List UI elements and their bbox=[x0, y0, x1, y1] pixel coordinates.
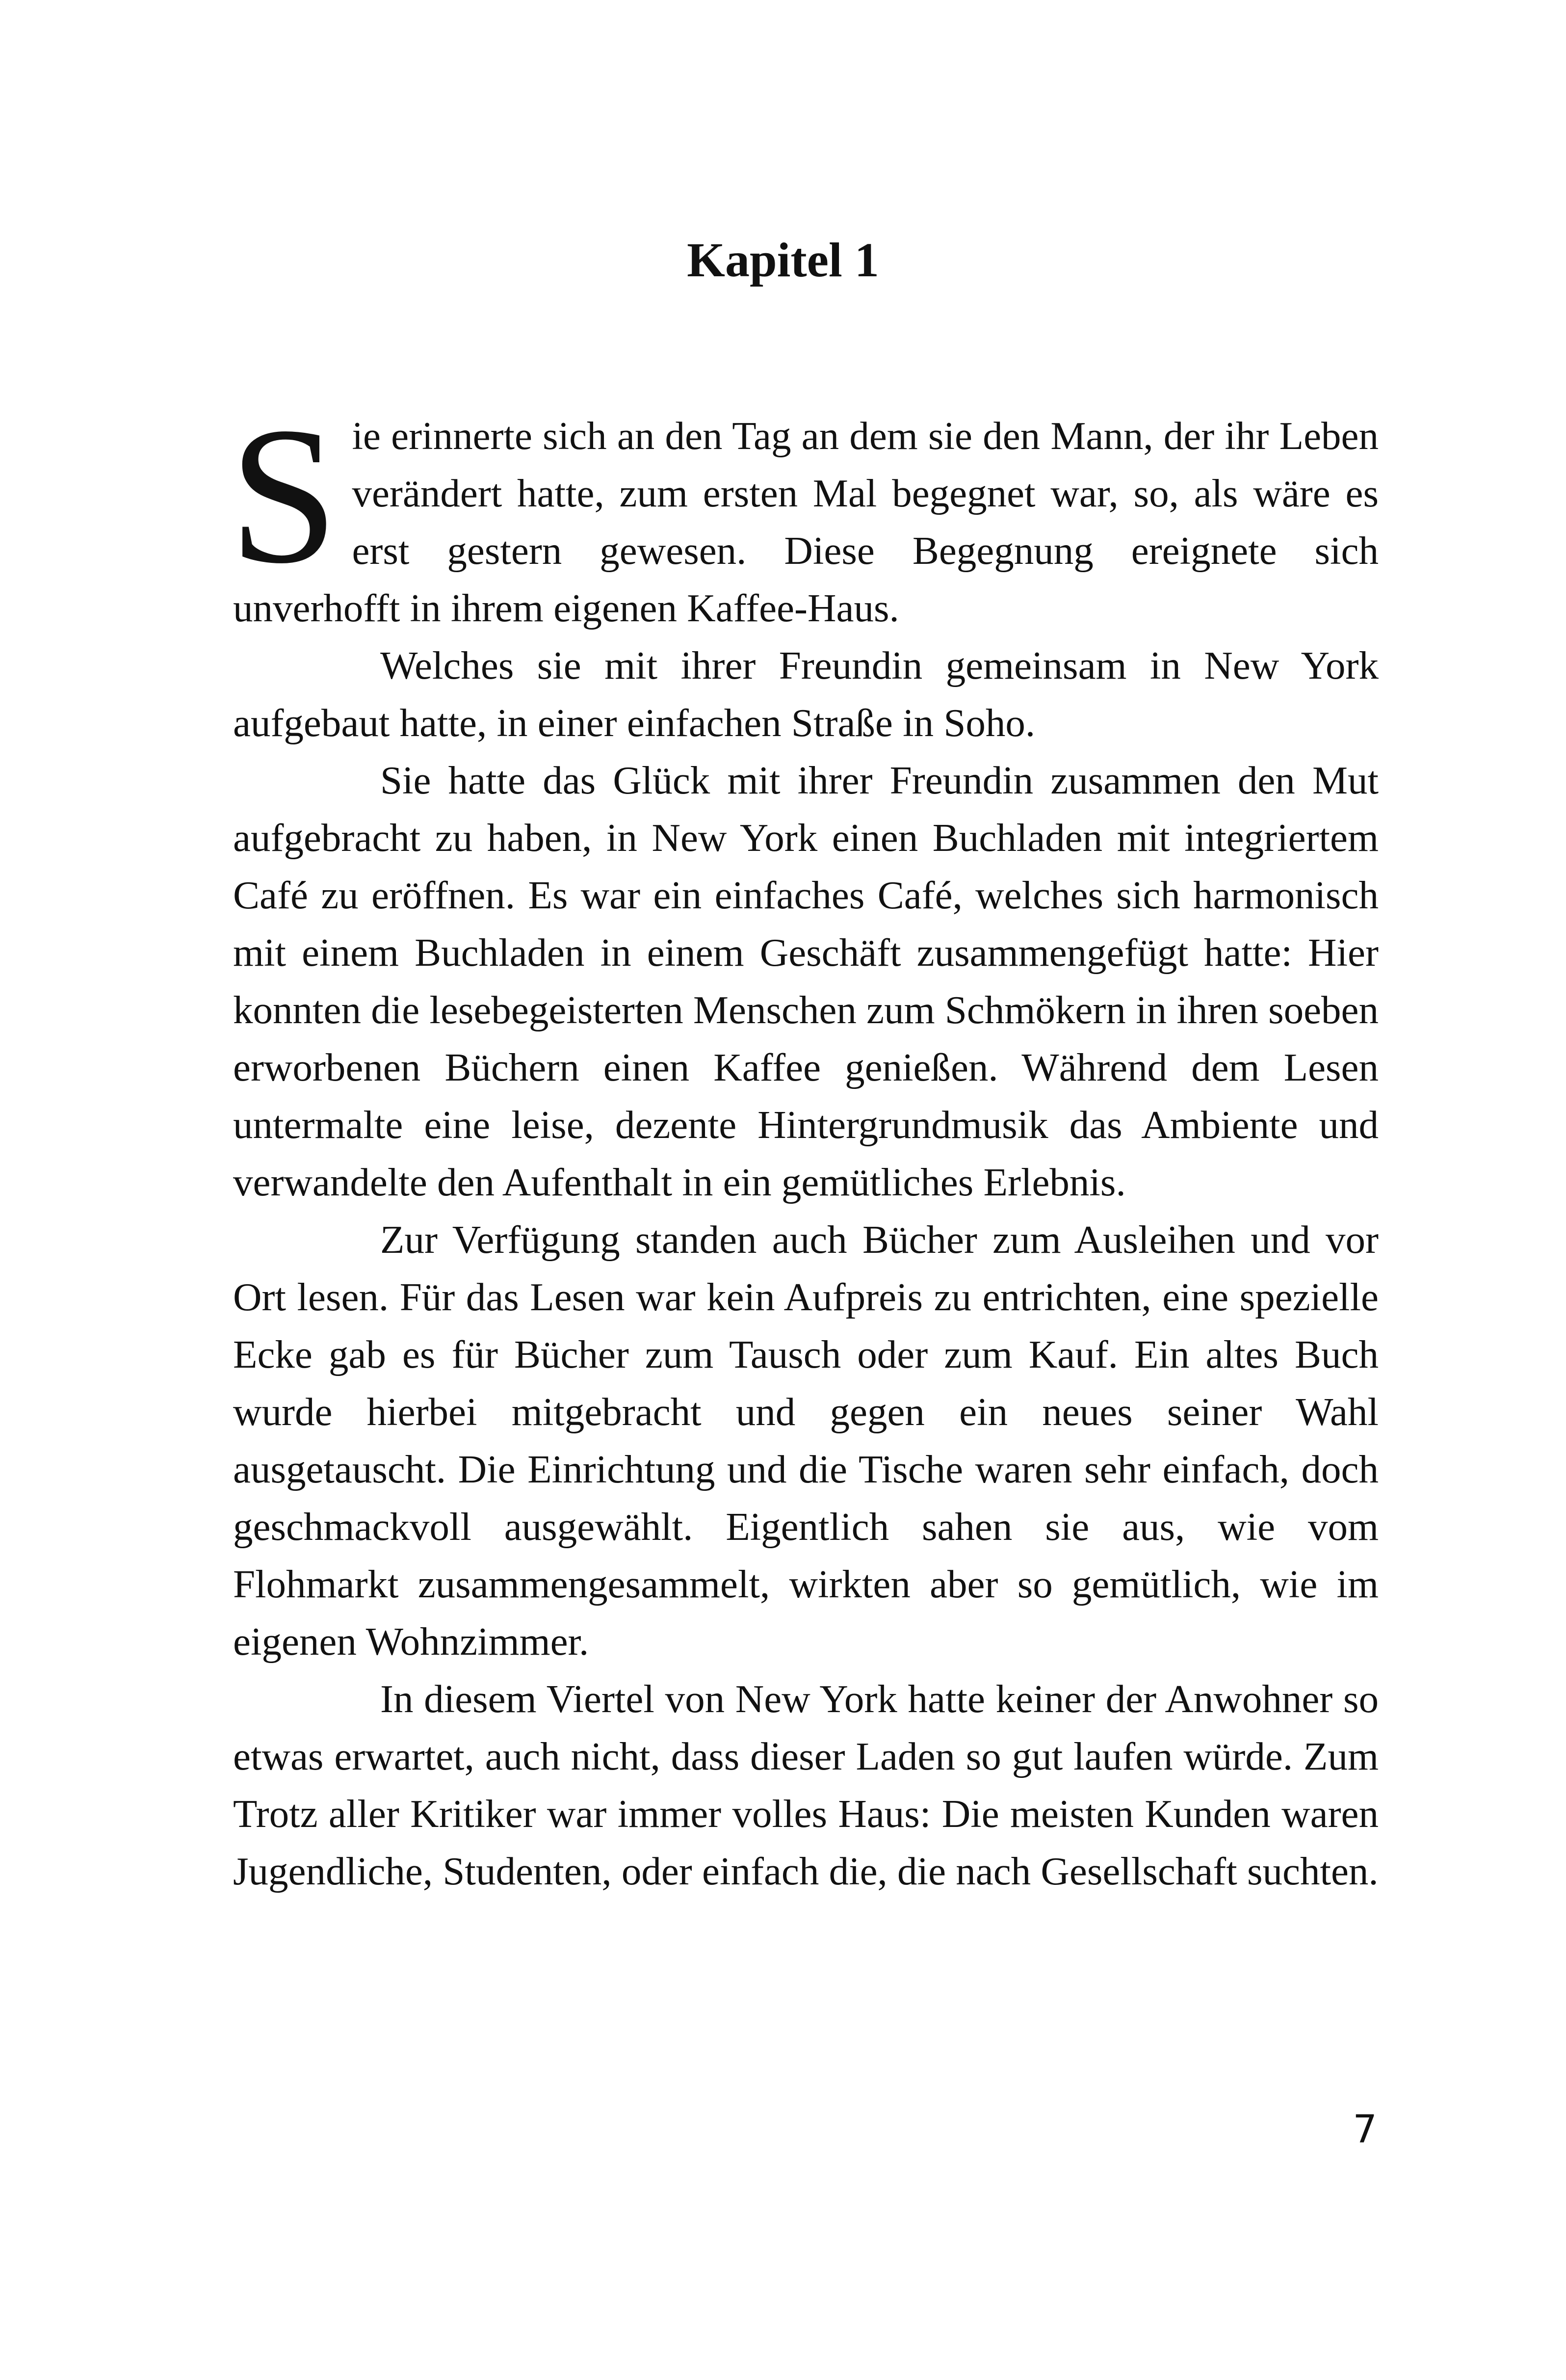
paragraph-2: Welches sie mit ihrer Freundin gemeinsam in New York aufgebaut hatte, in einer einfachen Straße in Soho. bbox=[233, 643, 1379, 745]
chapter-title: Kapitel 1 bbox=[687, 233, 879, 287]
paragraph-4: Zur Verfügung standen auch Bücher zum Ausleihen und vor Ort lesen. Für das Lesen war kein Aufpreis zu entrichten, eine spezielle Ecke gab es für Bücher zum Tausch oder zum Kauf. Ein altes Buch wurde hierbei mitgebracht und gegen ein neues seiner Wahl ausgetauscht. Die Einrichtung und die Tische waren sehr einfach, doch geschmackvoll ausgewählt. Eigentlich sahen sie aus, wie vom Flohmarkt zusammengesammelt, wirkten aber so gemütlich, wie im eigenen Wohnzimmer. bbox=[233, 1217, 1379, 1664]
drop-cap: S bbox=[229, 387, 339, 604]
paragraph-1 bbox=[229, 387, 1379, 637]
paragraph-1-text: ie erinnerte sich an den Tag an dem sie den Mann, der ihr Leben verändert hatte, zum ersten Mal begegnet war, so, als wäre es erst gestern gewesen. Diese Begegnung ereignete sich unverhofft in ihrem eigenen Kaffee-Haus. bbox=[233, 414, 1379, 630]
chapter-body bbox=[229, 387, 1379, 1900]
paragraph-5: In diesem Viertel von New York hatte keiner der Anwohner so etwas erwartet, auch nicht, dass dieser Laden so gut laufen würde. Zum Trotz aller Kritiker war immer volles Haus: Die meisten Kunden waren Jugendliche, Studenten, oder einfach die, die nach Gesellschaft suchten. bbox=[233, 1677, 1379, 1893]
paragraph-3: Sie hatte das Glück mit ihrer Freundin zusammen den Mut aufgebracht zu haben, in New York einen Buchladen mit integriertem Café zu eröffnen. Es war ein einfaches Café, welches sich harmonisch mit einem Buchladen in einem Geschäft zusammengefügt hatte: Hier konnten die lesebegeisterten Menschen zum Schmökern in ihren soeben erworbenen Büchern einen Kaffee genießen. Während dem Lesen untermalte eine leise, dezente Hintergrundmusik das Ambiente und verwandelte den Aufenthalt in ein gemütliches Erlebnis. bbox=[233, 758, 1379, 1204]
page-number: 7 bbox=[1353, 2108, 1377, 2152]
